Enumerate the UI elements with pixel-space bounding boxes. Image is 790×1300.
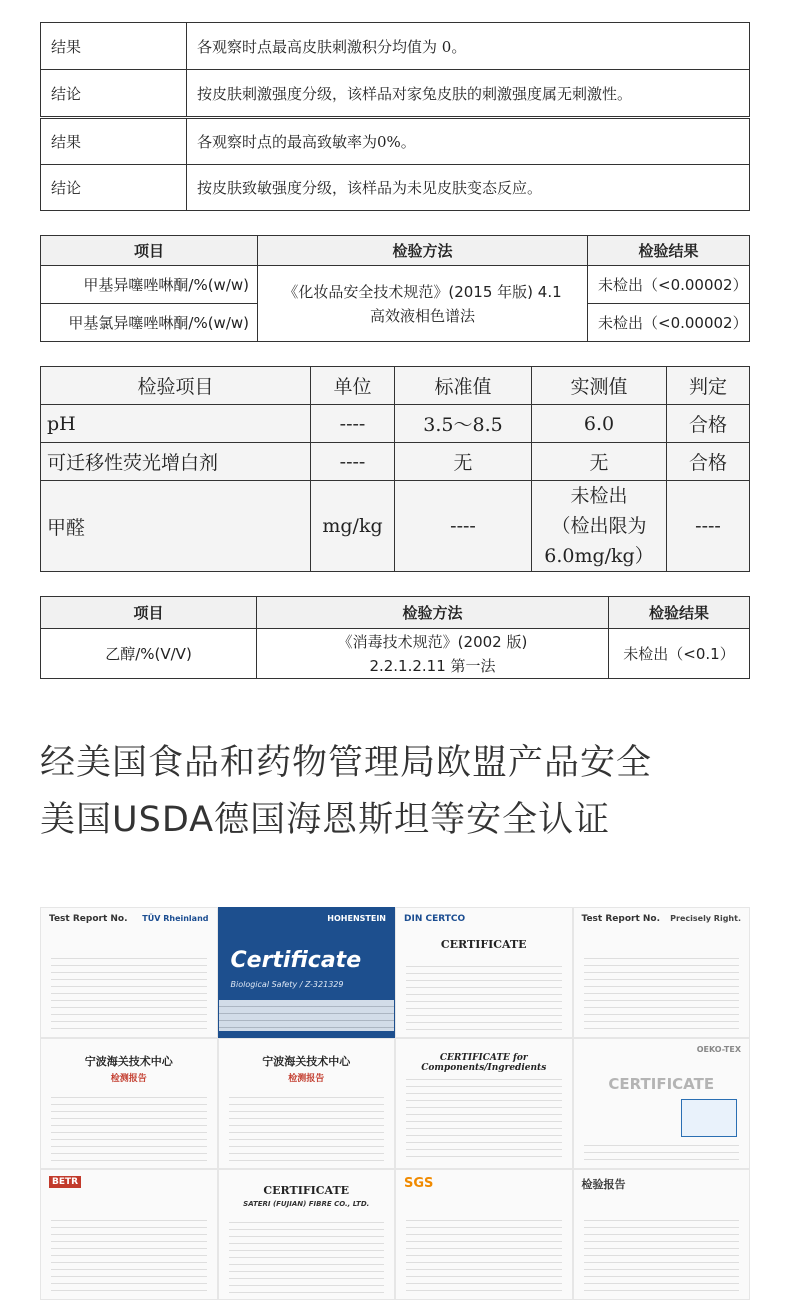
table-row (41, 165, 750, 211)
item-cell: 甲醛 (41, 481, 311, 572)
document-lines (219, 1000, 395, 1031)
document-lines (406, 1214, 562, 1293)
column-header: 单位 (311, 367, 395, 405)
certificate-inspection (573, 1169, 751, 1300)
certificate-oekotex (573, 1038, 751, 1169)
column-header: 判定 (667, 367, 750, 405)
document-lines (406, 960, 562, 1031)
certificate-components (395, 1038, 573, 1169)
report-label: 检测报告 (288, 1074, 325, 1084)
certificate-title: 检验报告 (581, 1178, 626, 1191)
document-lines (584, 1139, 740, 1162)
column-header: 项目 (41, 597, 257, 629)
column-header: 检验方法 (257, 597, 609, 629)
hohenstein-logo: HOHENSTEIN (327, 914, 386, 923)
certificate-title: CERTIFICATE for Components/Ingredients (421, 1053, 547, 1073)
document-lines (584, 952, 740, 1031)
certificate-sateri (218, 1169, 396, 1300)
result-cell: 未检出（<0.00002） (588, 266, 750, 304)
method-cell: 《化妆品安全技术规范》(2015 年版) 4.1 高效液相色谱法 (258, 266, 588, 342)
certificate-tuv (40, 907, 218, 1038)
measured-cell (532, 481, 667, 572)
document-lines (51, 952, 207, 1031)
result-cell: 未检出（<0.00002） (588, 304, 750, 342)
certificate-title: Test Report No. (49, 914, 128, 924)
dincertco-logo: DIN CERTCO (404, 914, 466, 924)
column-header: 检验项目 (41, 367, 311, 405)
method-line: 《消毒技术规范》(2002 版) (337, 632, 528, 651)
sensitization-result-value: 各观察时点的最高致敏率为0%。 (187, 119, 750, 165)
document-lines (584, 1214, 740, 1293)
certificate-report (573, 907, 751, 1038)
item-cell: 甲基异噻唑啉酮/%(w/w) (41, 266, 258, 304)
column-header: 检验结果 (588, 236, 750, 266)
report-logo: Precisely Right. (670, 914, 741, 923)
certificate-title: Certificate (230, 948, 362, 973)
column-header: 实测值 (532, 367, 667, 405)
table-row (41, 70, 750, 117)
sensitization-table (40, 118, 750, 211)
measured-cell: 无 (532, 443, 667, 481)
certificate-title: 宁波海关技术中心 (262, 1055, 351, 1068)
sensitization-result-label: 结果 (41, 119, 187, 165)
table-header-row (41, 597, 750, 629)
oekotex-badge (681, 1099, 737, 1137)
certificate-sgs (395, 1169, 573, 1300)
measured-cell: 6.0 (532, 405, 667, 443)
item-cell: pH (41, 405, 311, 443)
table-row (41, 266, 750, 304)
certificate-title: CERTIFICATE (440, 938, 527, 951)
sgs-logo: SGS (404, 1176, 434, 1191)
table-row (41, 405, 750, 443)
standard-cell: 无 (395, 443, 532, 481)
certificate-title: Test Report No. (581, 914, 661, 924)
irritation-result-label: 结果 (41, 23, 187, 70)
irritation-table (40, 22, 750, 117)
measured-line: 6.0mg/kg） (544, 545, 654, 567)
document-lines (51, 1091, 207, 1162)
measured-line: 未检出 (570, 485, 628, 507)
ethanol-table (40, 596, 750, 679)
preservatives-table (40, 235, 750, 342)
document-lines (229, 1091, 385, 1162)
unit-cell: ---- (311, 405, 395, 443)
irritation-conclusion-label: 结论 (41, 70, 187, 117)
certificate-ningbo-1 (40, 1038, 218, 1169)
certificate-subtitle: SATERI (FUJIAN) FIBRE CO., LTD. (243, 1200, 370, 1208)
certificate-title: CERTIFICATE (263, 1184, 350, 1197)
table-header-row (41, 236, 750, 266)
table-row (41, 443, 750, 481)
certificate-title: CERTIFICATE (608, 1075, 715, 1093)
result-cell: 未检出（<0.1） (609, 629, 750, 679)
tuv-logo: TÜV Rheinland (142, 914, 209, 923)
certificate-ningbo-2 (218, 1038, 396, 1169)
item-cell: 乙醇/%(V/V) (41, 629, 257, 679)
headline-line-1: 经美国食品和药物管理局欧盟产品安全 (40, 743, 653, 783)
item-cell: 甲基氯异噻唑啉酮/%(w/w) (41, 304, 258, 342)
sensitization-conclusion-value: 按皮肤致敏强度分级，该样品为未见皮肤变态反应。 (187, 165, 750, 211)
document-lines (406, 1073, 562, 1162)
betr-logo: BETR (49, 1176, 81, 1188)
measured-line: （检出限为 (551, 515, 647, 537)
certificate-title: 宁波海关技术中心 (84, 1055, 173, 1068)
table-header-row (41, 367, 750, 405)
column-header: 检验结果 (609, 597, 750, 629)
table-row (41, 629, 750, 679)
certificate-betr (40, 1169, 218, 1300)
method-line: 2.2.1.2.11 第一法 (369, 656, 496, 675)
unit-cell: ---- (311, 443, 395, 481)
verdict-cell: 合格 (667, 443, 750, 481)
oekotex-logo: OEKO-TEX (696, 1045, 741, 1054)
certificate-collage (40, 907, 750, 1300)
column-header: 检验方法 (258, 236, 588, 266)
table-row (41, 23, 750, 70)
headline-line-2: 美国USDA德国海恩斯坦等安全认证 (40, 800, 611, 840)
irritation-result-value: 各观察时点最高皮肤刺激积分均值为 0。 (187, 23, 750, 70)
report-label: 检测报告 (110, 1074, 147, 1084)
table-row (41, 119, 750, 165)
verdict-cell: 合格 (667, 405, 750, 443)
unit-cell: mg/kg (311, 481, 395, 572)
standard-cell: ---- (395, 481, 532, 572)
document-lines (229, 1216, 385, 1293)
item-cell: 可迁移性荧光增白剂 (41, 443, 311, 481)
certificate-dincertco (395, 907, 573, 1038)
verdict-cell: ---- (667, 481, 750, 572)
method-cell (257, 629, 609, 679)
document-lines (51, 1214, 207, 1293)
physchem-table (40, 366, 750, 572)
sensitization-conclusion-label: 结论 (41, 165, 187, 211)
column-header: 标准值 (395, 367, 532, 405)
table-row (41, 481, 750, 572)
certificate-hohenstein (218, 907, 396, 1038)
column-header: 项目 (41, 236, 258, 266)
standard-cell: 3.5～8.5 (395, 405, 532, 443)
irritation-conclusion-value: 按皮肤刺激强度分级，该样品对家兔皮肤的刺激强度属无刺激性。 (187, 70, 750, 117)
certificate-subtitle: Biological Safety / Z-321329 (230, 980, 344, 989)
